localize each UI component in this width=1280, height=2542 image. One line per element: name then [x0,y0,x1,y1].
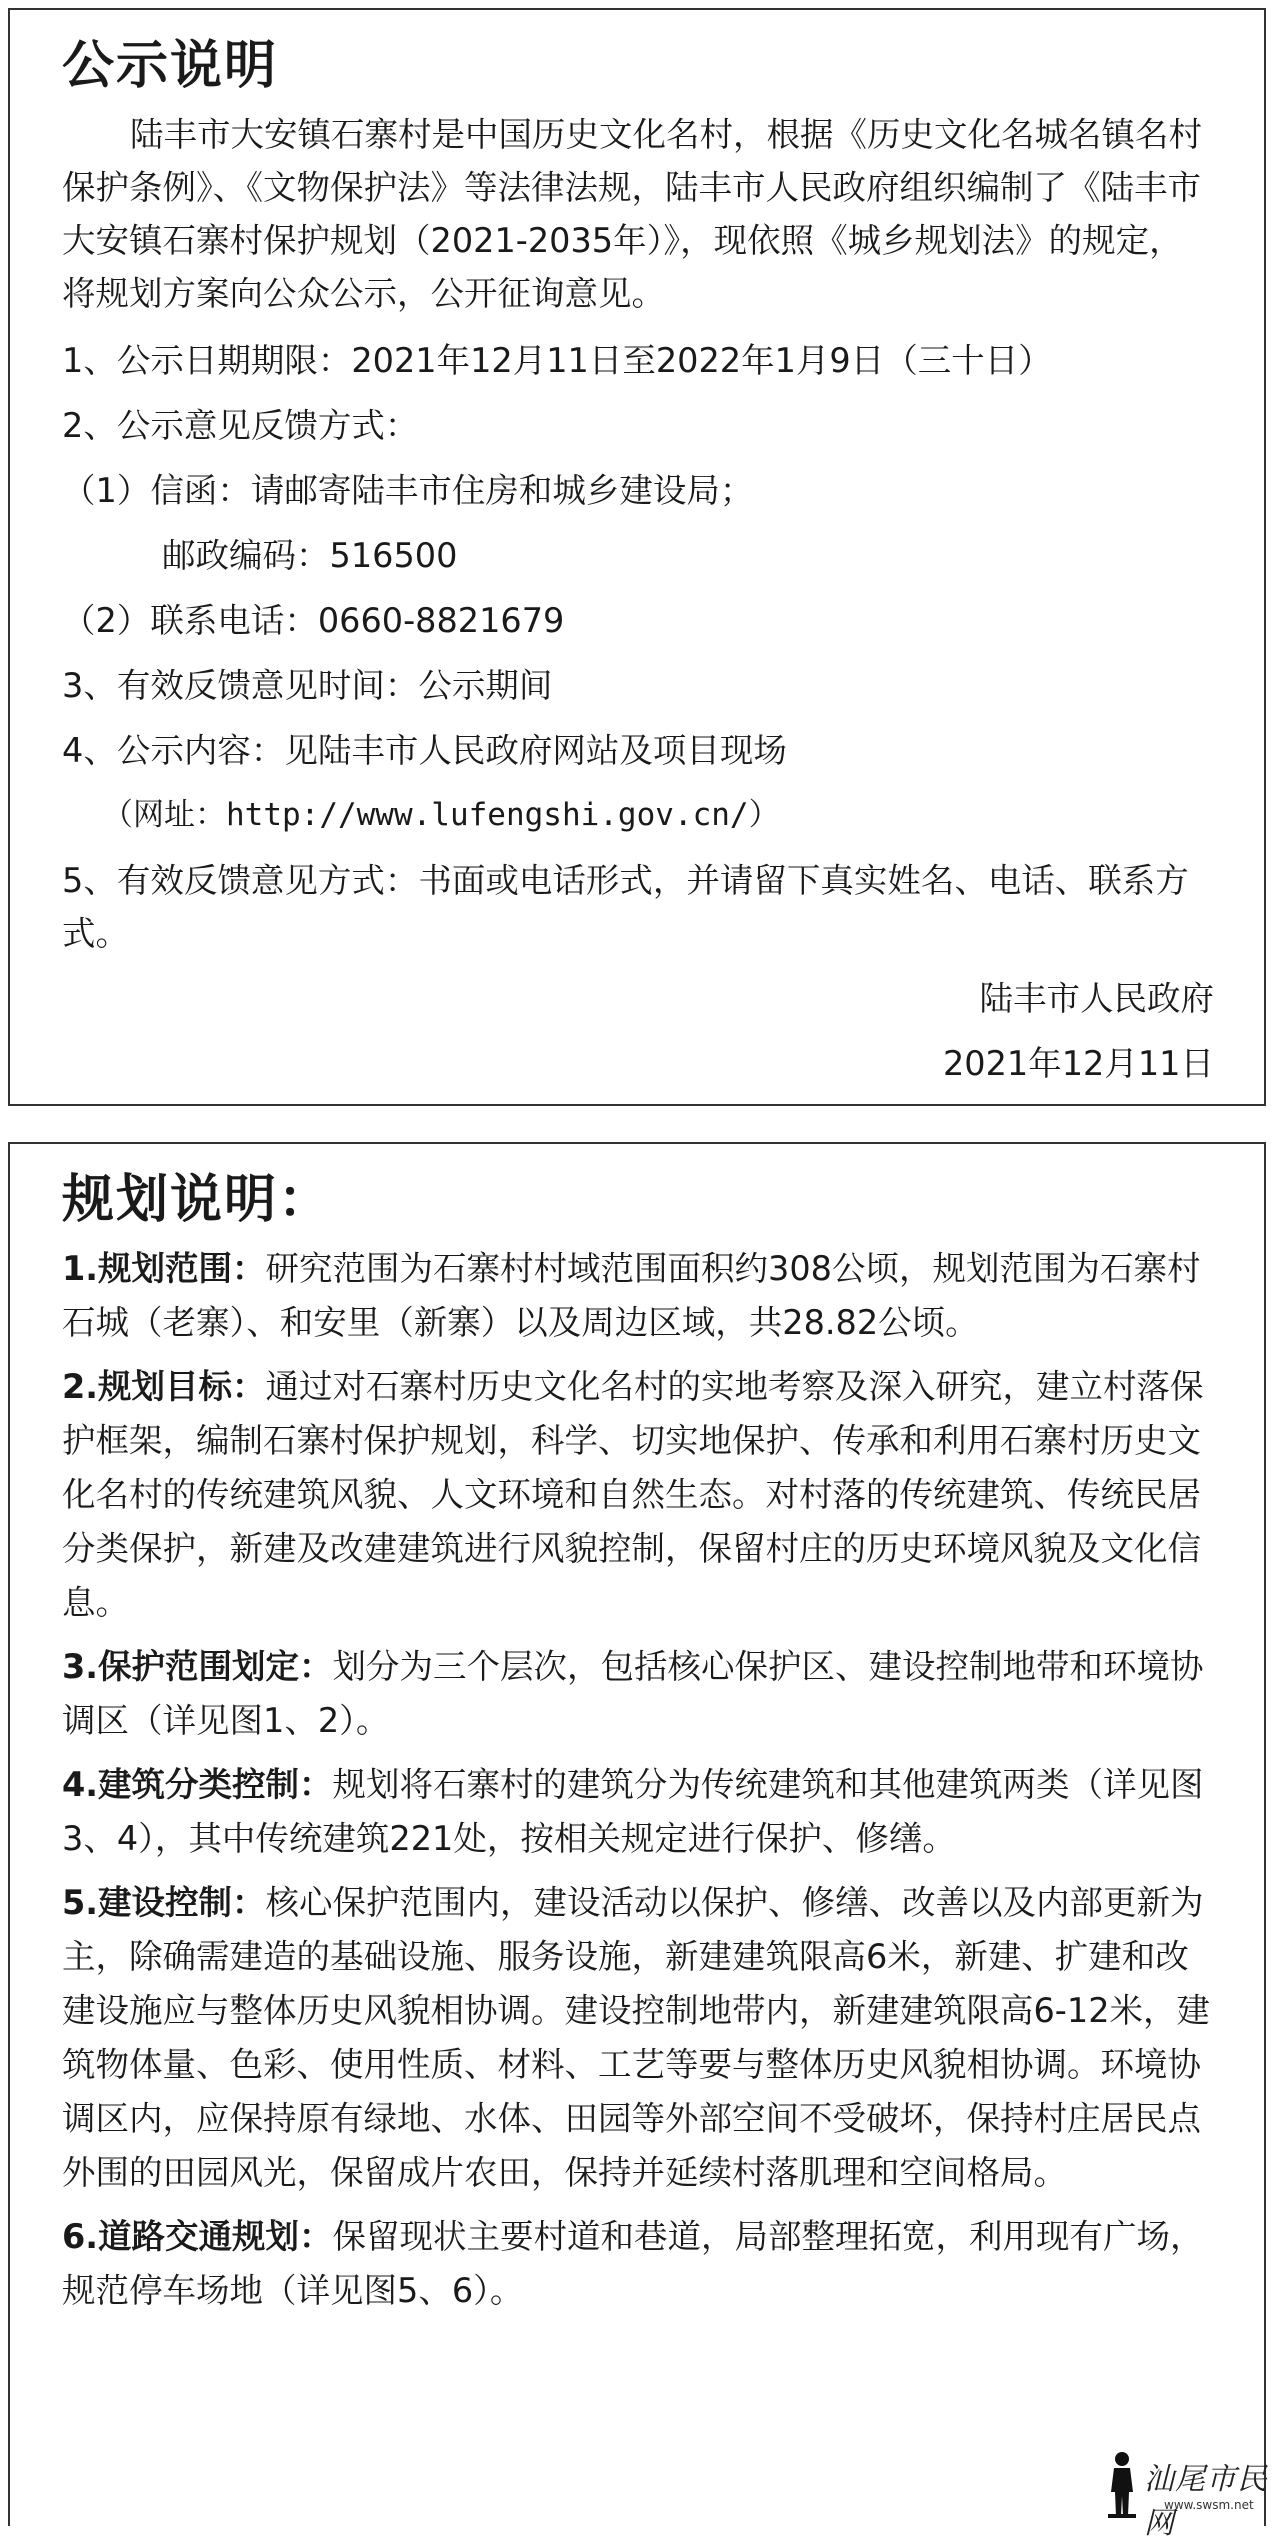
plan-section-heading: 2.规划目标： [62,1367,266,1406]
plan-section-heading: 1.规划范围： [62,1249,266,1288]
plan-section-1 [62,1242,1214,1350]
plan-section-heading: 4.建筑分类控制： [62,1765,333,1804]
plan-section-2 [62,1360,1214,1630]
plan-section-body: 核心保护范围内，建设活动以保护、修缮、改善以及内部更新为主，除确需建造的基础设施、服务设施，新建建筑限高6米，新建、扩建和改建设施应与整体历史风貌相协调。建设控制地带内，新建建筑限高6-12米，建筑物体量、色彩、使用性质、材料、工艺等要与整体历史风貌相协调。环境协调区内，应保持原有绿地、水体、田园等外部空间不受破坏，保持村庄居民点外围的田园风光，保留成片农田，保持并延续村落肌理和空间格局。 [62,1883,1211,2192]
plan-section-5 [62,1876,1214,2200]
plan-section-body: 划分为三个层次，包括核心保护区、建设控制地带和环境协调区（详见图1、2）。 [62,1647,1204,1740]
plan-section-body: 保留现状主要村道和巷道，局部整理拓宽，利用现有广场，规范停车场地（详见图5、6）。 [62,2217,1204,2310]
notice-item-1: 1、公示日期期限：2021年12月11日至2022年1月9日（三十日） [62,341,1052,380]
plan-section-heading: 3.保护范围划定： [62,1647,333,1686]
notice-item-2-1: （1）信函：请邮寄陆丰市住房和城乡建设局； [62,471,754,510]
plan-section-body: 研究范围为石寨村村域范围面积约308公顷，规划范围为石寨村石城（老寨）、和安里（新寨）以及周边区域，共28.82公顷。 [62,1249,1201,1342]
plan-section-3 [62,1640,1214,1748]
plan-section-heading: 6.道路交通规划： [62,2217,333,2256]
plan-title: 规划说明： [62,1170,333,1230]
watermark-url: www.swsm.net [1164,2498,1254,2512]
plan-section-heading: 5.建设控制： [62,1883,266,1922]
notice-item-4: 4、公示内容：见陆丰市人民政府网站及项目现场 [62,731,787,770]
notice-title: 公示说明 [62,36,279,96]
site-watermark [1102,2450,1272,2541]
notice-intro: 陆丰市大安镇石寨村是中国历史文化名村，根据《历史文化名城名镇名村保护条例》、《文物保护法》等法律法规，陆丰市人民政府组织编制了《陆丰市大安镇石寨村保护规划（2021-2035年）》，现依照《城乡规划法》的规定，将规划方案向公众公示，公开征询意见。 [62,115,1202,313]
plan-description-box [8,1142,1266,2526]
notice-date: 2021年12月11日 [942,1044,1214,1083]
plan-section-body: 规划将石寨村的建筑分为传统建筑和其他建筑两类（详见图3、4），其中传统建筑221处，按相关规定进行保护、修缮。 [62,1765,1204,1858]
notice-item-5: 5、有效反馈意见方式：书面或电话形式，并请留下真实姓名、电话、联系方式。 [62,861,1189,953]
plan-section-body: 通过对石寨村历史文化名村的实地考察及深入研究，建立村落保护框架，编制石寨村保护规划，科学、切实地保护、传承和利用石寨村历史文化名村的传统建筑风貌、人文环境和自然生态。对村落的传统建筑、传统民居分类保护，新建及改建建筑进行风貌控制，保留村庄的历史环境风貌及文化信息。 [62,1367,1204,1622]
notice-item-3: 3、有效反馈意见时间：公示期间 [62,666,553,705]
notice-item-2-1-postcode: 邮政编码：516500 [162,536,458,575]
public-notice-box [8,8,1266,1106]
person-silhouette-icon [1102,2450,1142,2520]
notice-item-2: 2、公示意见反馈方式： [62,406,419,445]
notice-item-4-url: （网址：http://www.lufengshi.gov.cn/） [102,797,780,833]
notice-item-2-2: （2）联系电话：0660-8821679 [62,601,565,640]
watermark-text: 汕尾市民网 [1144,2462,1268,2541]
notice-signature: 陆丰市人民政府 [979,979,1214,1018]
plan-section-4 [62,1758,1214,1866]
plan-section-6 [62,2210,1214,2318]
